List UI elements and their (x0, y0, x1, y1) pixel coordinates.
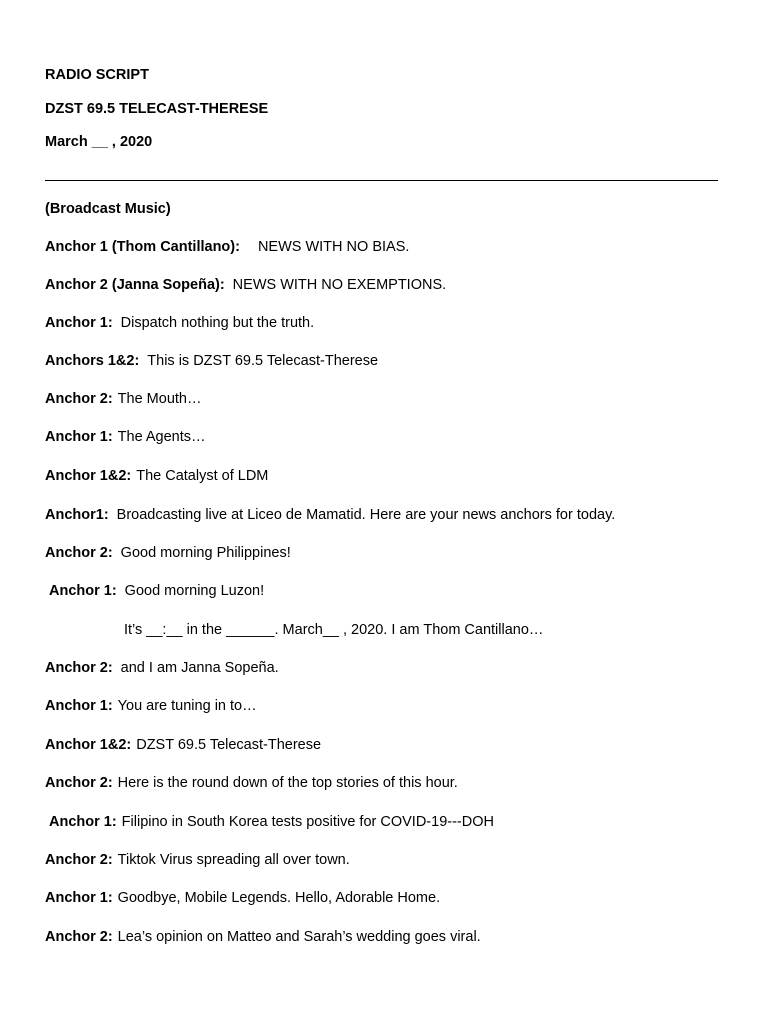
script-line (49, 582, 264, 600)
dialogue-text: Filipino in South Korea tests positive for COVID-19---DOH (121, 814, 494, 830)
script-line: (Broadcast Music) (45, 201, 171, 217)
speaker-label: Anchor 1: (45, 698, 113, 714)
script-line (45, 774, 458, 792)
dialogue-text: The Catalyst of LDM (136, 468, 269, 484)
dialogue-text: This is DZST 69.5 Telecast-Therese (147, 353, 379, 369)
dialogue-text: The Agents… (117, 429, 206, 445)
speaker-label: Anchor 2: (45, 391, 113, 407)
script-line (45, 697, 257, 715)
dialogue-text: It’s __:__ in the ______. March__ , 2020. I am Thom Cantillano… (124, 622, 544, 638)
script-line (45, 467, 268, 485)
speaker-label: Anchors 1&2: (45, 353, 140, 369)
script-line (45, 314, 314, 332)
script-line (45, 659, 279, 677)
speaker-label: Anchor 2 (Janna Sopeña): (45, 277, 225, 293)
speaker-label: Anchor 2: (45, 660, 113, 676)
script-line (45, 506, 615, 524)
dialogue-text: You are tuning in to… (117, 698, 257, 714)
dialogue-text: Tiktok Virus spreading all over town. (117, 852, 350, 868)
divider-rule (45, 180, 718, 181)
script-line (45, 428, 206, 446)
dialogue-text: DZST 69.5 Telecast-Therese (136, 737, 322, 753)
dialogue-text: Here is the round down of the top stories of this hour. (117, 775, 458, 791)
speaker-label: Anchor 2: (45, 929, 113, 945)
speaker-label: Anchor 1&2: (45, 468, 132, 484)
speaker-label: Anchor 1: (45, 429, 113, 445)
script-line (45, 889, 440, 907)
script-line (45, 276, 446, 294)
station-name: DZST 69.5 TELECAST-THERESE (45, 101, 269, 117)
speaker-label: Anchor 1&2: (45, 737, 132, 753)
speaker-label: Anchor 1: (49, 814, 117, 830)
script-line (45, 238, 409, 256)
dialogue-text: Broadcasting live at Liceo de Mamatid. Here are your news anchors for today. (116, 507, 616, 523)
script-line (124, 621, 543, 639)
dialogue-text: Dispatch nothing but the truth. (120, 315, 315, 331)
dialogue-text: Good morning Philippines! (120, 545, 291, 561)
dialogue-text: Lea’s opinion on Matteo and Sarah’s wedding goes viral. (117, 929, 481, 945)
speaker-label: Anchor 1: (45, 890, 113, 906)
speaker-label: Anchor 1: (49, 583, 117, 599)
script-line (45, 390, 202, 408)
speaker-label: Anchor 2: (45, 852, 113, 868)
script-date: March __ , 2020 (45, 134, 153, 150)
dialogue-text: The Mouth… (117, 391, 202, 407)
dialogue-text: NEWS WITH NO EXEMPTIONS. (232, 277, 447, 293)
dialogue-text: Good morning Luzon! (124, 583, 265, 599)
script-line (45, 352, 378, 370)
script-line (45, 928, 481, 946)
script-line (45, 736, 321, 754)
speaker-label: Anchor 2: (45, 775, 113, 791)
script-line (45, 851, 350, 869)
speaker-label: Anchor 1: (45, 315, 113, 331)
script-line (45, 544, 291, 562)
dialogue-text: Goodbye, Mobile Legends. Hello, Adorable Home. (117, 890, 441, 906)
script-line (49, 813, 494, 831)
speaker-label: Anchor 1 (Thom Cantillano): (45, 239, 240, 255)
script-title: RADIO SCRIPT (45, 67, 149, 83)
speaker-label: Anchor1: (45, 507, 109, 523)
dialogue-text: and I am Janna Sopeña. (120, 660, 279, 676)
speaker-label: Anchor 2: (45, 545, 113, 561)
dialogue-text: NEWS WITH NO BIAS. (257, 239, 410, 255)
